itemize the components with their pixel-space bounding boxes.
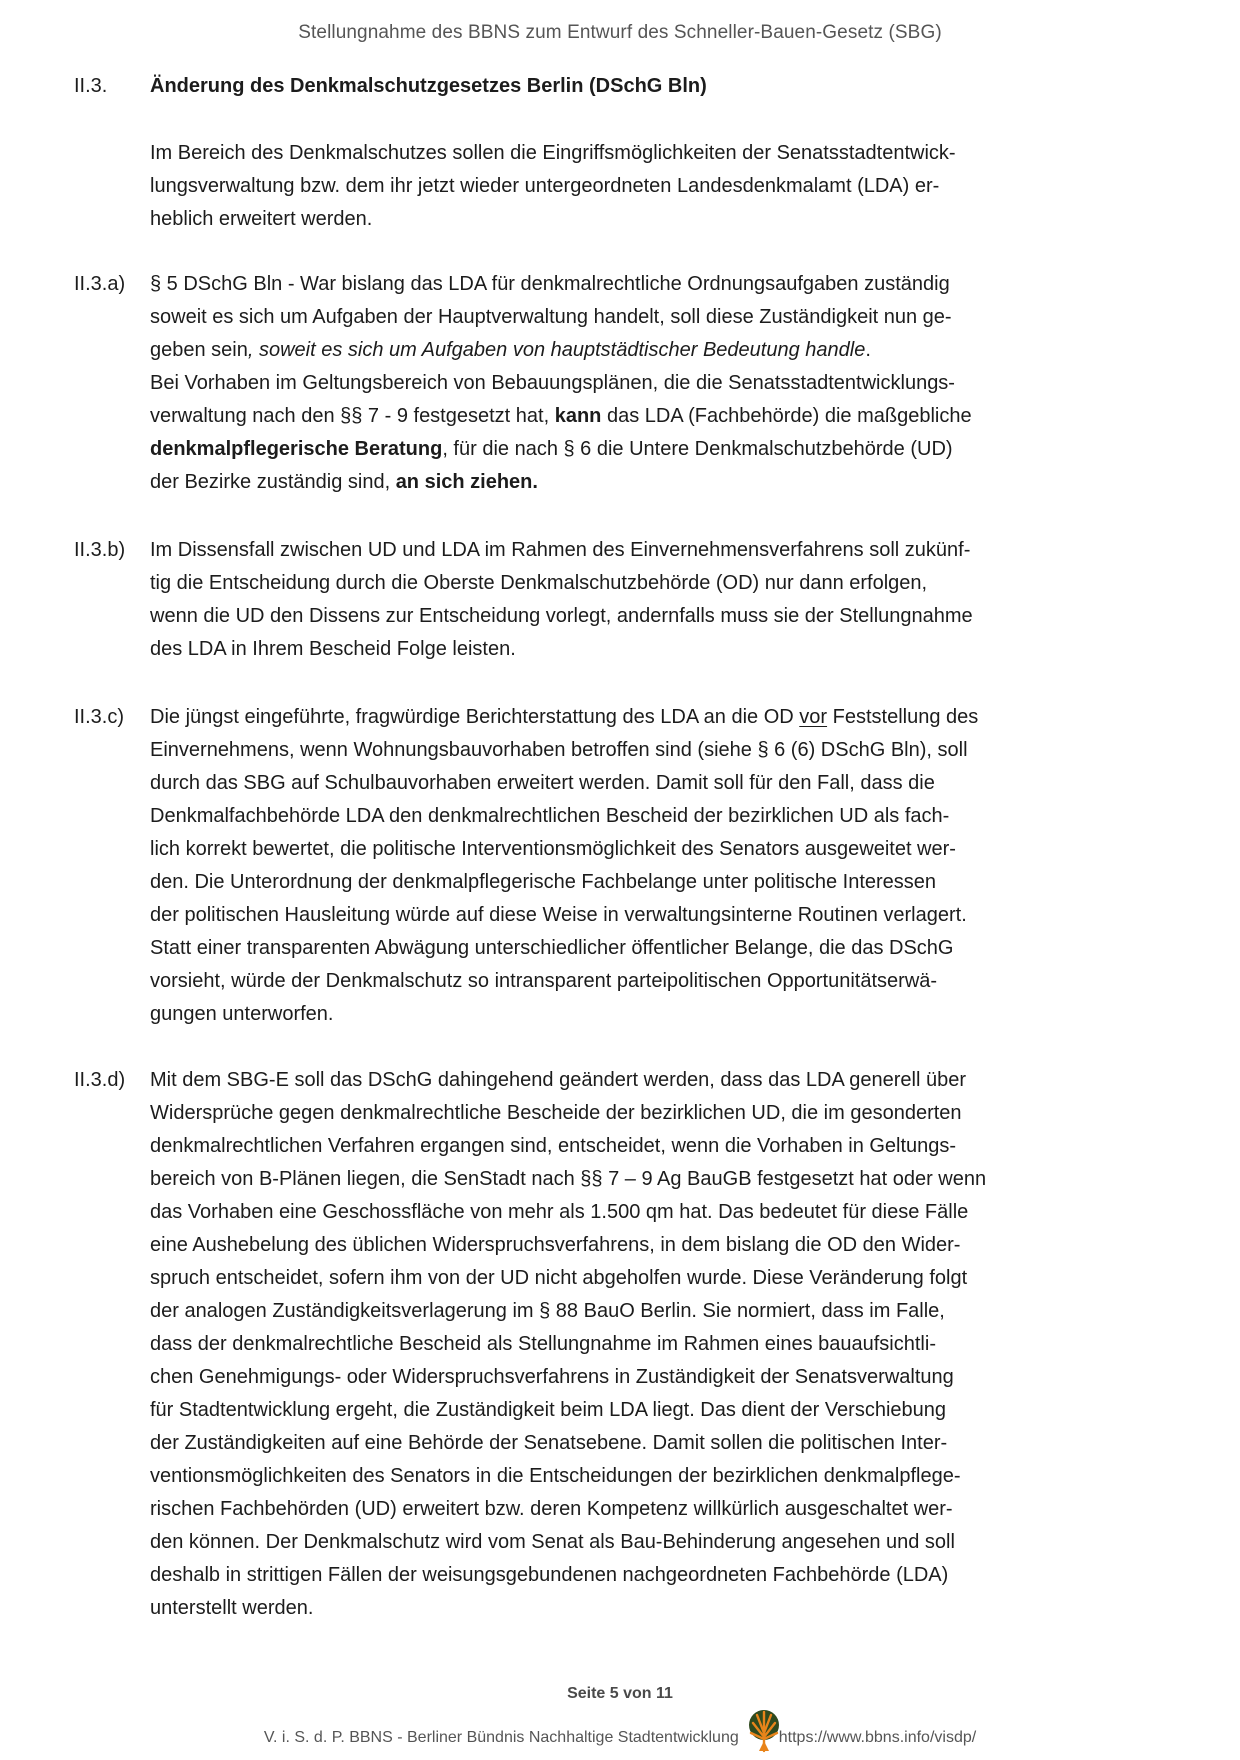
text-run: vorsieht, würde der Denkmalschutz so intransparent parteipolitischen Opportunitätserwä- xyxy=(150,970,938,992)
text-run: rischen Fachbehörden (UD) erweitert bzw. deren Kompetenz willkürlich ausgeschaltet wer- xyxy=(150,1498,953,1520)
text-run: durch das SBG auf Schulbauvorhaben erweitert werden. Damit soll für den Fall, dass die xyxy=(150,772,935,794)
section-title: Änderung des Denkmalschutzgesetzes Berlin (DSchG Bln) xyxy=(150,75,707,97)
text-line xyxy=(150,633,1160,666)
text-run: heblich erweitert werden. xyxy=(150,208,373,230)
text-run: soweit es sich um Aufgaben der Hauptverwaltung handelt, soll diese Zuständigkeit nun ge- xyxy=(150,306,952,328)
tree-logo-icon xyxy=(745,1709,783,1753)
text-run: tig die Entscheidung durch die Oberste Denkmalschutzbehörde (OD) nur dann erfolgen, xyxy=(150,572,928,594)
underlined-text: vor xyxy=(799,706,828,728)
text-line xyxy=(150,1526,1160,1559)
text-line xyxy=(150,1097,1160,1130)
text-run: verwaltung nach den §§ 7 - 9 festgesetzt hat, xyxy=(150,405,555,427)
text-run: Widersprüche gegen denkmalrechtliche Bescheide der bezirklichen UD, die im gesonderten xyxy=(150,1102,962,1124)
text-line xyxy=(150,833,1160,866)
text-line xyxy=(150,1427,1160,1460)
text-line xyxy=(150,1229,1160,1262)
text-line xyxy=(150,367,1160,400)
text-run: Statt einer transparenten Abwägung unterschiedlicher öffentlicher Belange, die das DSchG xyxy=(150,937,954,959)
text-line xyxy=(150,1064,1160,1097)
footer-imprint-line xyxy=(264,1705,976,1749)
paragraph-lines xyxy=(150,137,1160,236)
paragraph-lines xyxy=(150,701,1160,1031)
text-line xyxy=(150,1262,1160,1295)
text-run: Mit dem SBG-E soll das DSchG dahingehend geändert werden, dass das LDA generell über xyxy=(150,1069,967,1091)
paragraph-lines xyxy=(150,268,1160,499)
text-line xyxy=(150,1394,1160,1427)
subsection-label: II.3.c) xyxy=(74,706,125,728)
text-line xyxy=(150,1196,1160,1229)
text-run: wenn die UD den Dissens zur Entscheidung vorlegt, andernfalls muss sie der Stellungnahme xyxy=(150,605,973,627)
text-line xyxy=(150,433,1160,466)
bold-text: denkmalpflegerische Beratung xyxy=(150,438,443,460)
text-run: den. Die Unterordnung der denkmalpflegerische Fachbelange unter politische Interessen xyxy=(150,871,937,893)
text-run: Einvernehmens, wenn Wohnungsbauvorhaben betroffen sind (siehe § 6 (6) DSchG Bln), soll xyxy=(150,739,968,761)
text-run: des LDA in Ihrem Bescheid Folge leisten. xyxy=(150,638,516,660)
text-run: das Vorhaben eine Geschossfläche von mehr als 1.500 qm hat. Das bedeutet für diese Fälle xyxy=(150,1201,969,1223)
text-line xyxy=(150,466,1160,499)
text-line xyxy=(150,1328,1160,1361)
text-run: geben sein xyxy=(150,339,248,361)
text-run: denkmalrechtlichen Verfahren ergangen sind, entscheidet, wenn die Vorhaben in Geltungs- xyxy=(150,1135,957,1157)
text-line xyxy=(150,767,1160,800)
text-run: § 5 DSchG Bln - War bislang das LDA für denkmalrechtliche Ordnungsaufgaben zuständig xyxy=(150,273,950,295)
bold-text: an sich ziehen. xyxy=(395,471,538,493)
running-header: Stellungnahme des BBNS zum Entwurf des Schneller-Bauen-Gesetz (SBG) xyxy=(298,22,942,43)
text-run: dass der denkmalrechtliche Bescheid als Stellungnahme im Rahmen eines bauaufsichtli- xyxy=(150,1333,936,1355)
text-line xyxy=(150,800,1160,833)
text-line xyxy=(150,600,1160,633)
text-run: Feststellung des xyxy=(827,706,979,728)
text-run: chen Genehmigungs- oder Widerspruchsverfahrens in Zuständigkeit der Senatsverwaltung xyxy=(150,1366,954,1388)
text-run: . xyxy=(865,339,871,361)
text-line xyxy=(150,1460,1160,1493)
text-run: spruch entscheidet, sofern ihm von der UD nicht abgeholfen wurde. Diese Veränderung folgt xyxy=(150,1267,968,1289)
text-line xyxy=(150,203,1160,236)
text-line xyxy=(150,567,1160,600)
text-run: gungen unterworfen. xyxy=(150,1003,334,1025)
section-number: II.3. xyxy=(74,75,108,97)
text-line xyxy=(150,268,1160,301)
text-line xyxy=(150,400,1160,433)
text-run: , für die nach § 6 die Untere Denkmalschutzbehörde (UD) xyxy=(442,438,953,460)
text-run: den können. Der Denkmalschutz wird vom Senat als Bau-Behinderung angesehen und soll xyxy=(150,1531,955,1553)
page-footer xyxy=(0,1683,1240,1749)
text-line xyxy=(150,899,1160,932)
text-run: eine Aushebelung des üblichen Widerspruchsverfahrens, in dem bislang die OD den Wider- xyxy=(150,1234,961,1256)
text-run: bereich von B-Plänen liegen, die SenStadt nach §§ 7 – 9 Ag BauGB festgesetzt hat oder wenn xyxy=(150,1168,987,1190)
text-run: der Bezirke zuständig sind, xyxy=(150,471,396,493)
text-line xyxy=(150,866,1160,899)
text-line xyxy=(150,1361,1160,1394)
text-run: unterstellt werden. xyxy=(150,1597,314,1619)
text-run: Denkmalfachbehörde LDA den denkmalrechtlichen Bescheid der bezirklichen UD als fach- xyxy=(150,805,950,827)
text-line xyxy=(150,1295,1160,1328)
page-number: Seite 5 von 11 xyxy=(567,1685,673,1702)
paragraph-lines xyxy=(150,1064,1160,1625)
text-line xyxy=(150,1592,1160,1625)
text-run: Im Dissensfall zwischen UD und LDA im Rahmen des Einvernehmensverfahrens soll zukünf- xyxy=(150,539,971,561)
text-line xyxy=(150,965,1160,998)
subsection-label: II.3.a) xyxy=(74,273,126,295)
text-run: ventionsmöglichkeiten des Senators in die Entscheidungen der bezirklichen denkmalpflege- xyxy=(150,1465,961,1487)
text-line xyxy=(150,1559,1160,1592)
text-run: Die jüngst eingeführte, fragwürdige Berichterstattung des LDA an die OD xyxy=(150,706,800,728)
text-line xyxy=(150,301,1160,334)
text-line xyxy=(150,1163,1160,1196)
text-line xyxy=(150,734,1160,767)
text-run: der Zuständigkeiten auf eine Behörde der Senatsebene. Damit sollen die politischen Inter- xyxy=(150,1432,948,1454)
text-line xyxy=(150,1130,1160,1163)
text-run: der analogen Zuständigkeitsverlagerung im § 88 BauO Berlin. Sie normiert, dass im Falle, xyxy=(150,1300,945,1322)
italic-text: , soweit es sich um Aufgaben von hauptstädtischer Bedeutung handle xyxy=(247,339,866,361)
bold-text: kann xyxy=(554,405,602,427)
text-line xyxy=(150,1493,1160,1526)
paragraph-lines xyxy=(150,534,1160,666)
text-run: lungsverwaltung bzw. dem ihr jetzt wieder untergeordneten Landesdenkmalamt (LDA) er- xyxy=(150,175,940,197)
text-run: lich korrekt bewertet, die politische Interventionsmöglichkeit des Senators ausgeweitet wer- xyxy=(150,838,956,860)
text-line xyxy=(150,334,1160,367)
text-line xyxy=(150,170,1160,203)
text-run: Im Bereich des Denkmalschutzes sollen die Eingriffsmöglichkeiten der Senatsstadtentwick- xyxy=(150,142,956,164)
imprint-text: V. i. S. d. P. BBNS - Berliner Bündnis Nachhaltige Stadtentwicklung xyxy=(263,1729,739,1746)
text-run: das LDA (Fachbehörde) die maßgebliche xyxy=(601,405,972,427)
text-run: der politischen Hausleitung würde auf diese Weise in verwaltungsinterne Routinen verlagert. xyxy=(150,904,967,926)
text-line xyxy=(150,701,1160,734)
text-line xyxy=(150,137,1160,170)
text-line xyxy=(150,534,1160,567)
text-run: Bei Vorhaben im Geltungsbereich von Bebauungsplänen, die die Senatsstadtentwicklungs- xyxy=(150,372,955,394)
text-line xyxy=(150,932,1160,965)
text-line xyxy=(150,998,1160,1031)
subsection-label: II.3.b) xyxy=(74,539,126,561)
text-run: deshalb in strittigen Fällen der weisungsgebundenen nachgeordneten Fachbehörde (LDA) xyxy=(150,1564,949,1586)
subsection-label: II.3.d) xyxy=(74,1069,126,1091)
imprint-link[interactable]: https://www.bbns.info/visdp/ xyxy=(778,1729,977,1746)
text-run: für Stadtentwicklung ergeht, die Zuständigkeit beim LDA liegt. Das dient der Verschiebung xyxy=(150,1399,947,1421)
